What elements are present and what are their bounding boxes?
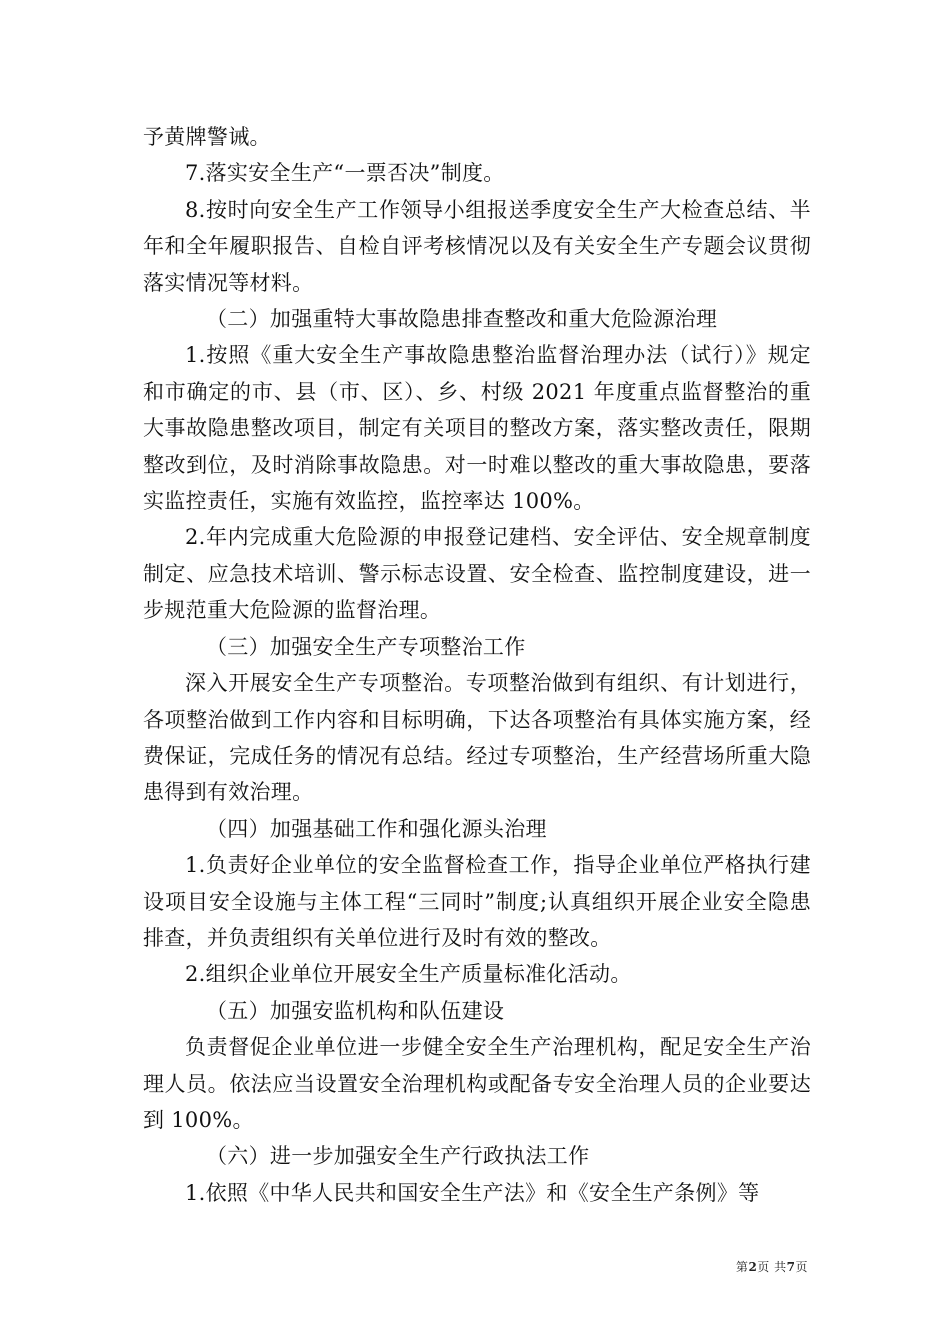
page-number: 2 [748,1260,758,1274]
footer-prefix: 第 [735,1260,749,1274]
section-2-item-1: 1.按照《重大安全生产事故隐患整治监督治理办法（试行）》规定和市确定的市、县（市、区）、乡、村级 2021 年度重点监督整治的重大事故隐患整改项目，制定有关项目的整改方案，落实整改责任，限期整改到位，及时消除事故隐患。对一时难以整改的重大事故隐患，要落实监控责任，实施有效监控，监控率达 100%。 [143,343,811,514]
section-5-body: 负责督促企业单位进一步健全安全生产治理机构，配足安全生产治理人员。依法应当设置安全治理机构或配备专安全治理人员的企业要达到 100%。 [143,1035,811,1132]
section-3-body: 深入开展安全生产专项整治。专项整治做到有组织、有计划进行，各项整治做到工作内容和目标明确，下达各项整治有具体实施方案，经费保证，完成任务的情况有总结。经过专项整治，生产经营场所重大隐患得到有效治理。 [143,671,811,805]
footer-suffix: 页 [795,1260,808,1274]
section-heading-2: （二）加强重特大事故隐患排查整改和重大危险源治理 [206,307,718,332]
item-8-report-submission: 8.按时向安全生产工作领导小组报送季度安全生产大检查总结、半年和全年履职报告、自检自评考核情况以及有关安全生产专题会议贯彻落实情况等材料。 [143,197,811,295]
total-pages: 7 [786,1260,796,1274]
paragraph-continuation: 予黄牌警诫。 [143,125,271,149]
section-heading-4: （四）加强基础工作和强化源头治理 [206,816,547,841]
item-7-one-vote-veto: 7.落实安全生产“一票否决”制度。 [185,161,505,186]
section-heading-5: （五）加强安监机构和队伍建设 [206,998,505,1023]
section-heading-3: （三）加强安全生产专项整治工作 [206,634,526,659]
document-body [143,119,811,1211]
section-4-item-2: 2.组织企业单位开展安全生产质量标准化活动。 [185,962,632,987]
section-4-item-1: 1.负责好企业单位的安全监督检查工作，指导企业单位严格执行建设项目安全设施与主体工程“三同时”制度;认真组织开展企业安全隐患排查，并负责组织有关单位进行及时有效的整改。 [143,853,811,950]
section-6-item-1: 1.依照《中华人民共和国安全生产法》和《安全生产条例》等 [185,1180,760,1205]
page-footer [736,1258,808,1275]
section-heading-6: （六）进一步加强安全生产行政执法工作 [206,1144,590,1169]
footer-middle: 页 共 [757,1260,787,1274]
section-2-item-2: 2.年内完成重大危险源的申报登记建档、安全评估、安全规章制度制定、应急技术培训、警示标志设置、安全检查、监控制度建设，进一步规范重大危险源的监督治理。 [143,525,811,623]
